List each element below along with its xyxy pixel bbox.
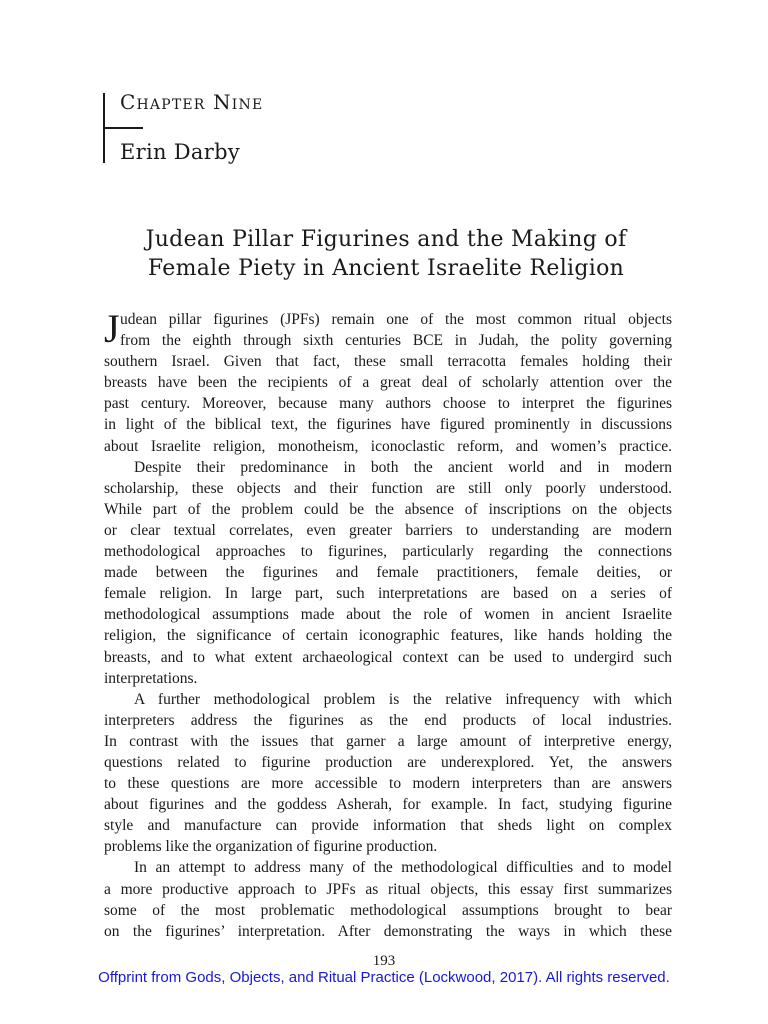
body-line: interpreters address the figurines as the end products of local industries. xyxy=(104,711,672,729)
body-line: interpretations. xyxy=(104,669,198,687)
body-line: style and manufacture can provide information that sheds light on complex xyxy=(104,817,672,835)
paragraph-4 xyxy=(104,857,672,941)
body-line: methodological assumptions made about the role of women in ancient Israelite xyxy=(104,606,672,624)
chapter-title-line: Female Piety in Ancient Israelite Religion xyxy=(147,256,625,281)
body-line: female religion. In large part, such interpretations are based on a series of xyxy=(104,585,672,603)
drop-cap: J xyxy=(104,306,120,351)
body-line: on the figurines’ interpretation. After demonstrating the ways in which these xyxy=(104,922,672,940)
chapter-title-line: Judean Pillar Figurines and the Making of xyxy=(145,227,627,252)
body-line: in light of the biblical text, the figurines have figured prominently in discussions xyxy=(104,416,672,434)
body-line: to these questions are more accessible to modern interpreters than are answers xyxy=(104,775,672,793)
paragraph-3 xyxy=(104,689,672,858)
body-line: While part of the problem could be the absence of inscriptions on the objects xyxy=(104,500,672,518)
body-line: J udean pillar figurines (JPFs) remain one of the most common ritual objects xyxy=(104,306,672,351)
body-line: or clear textual correlates, even greater barriers to understanding are modern xyxy=(104,521,672,539)
body-line: religion, the significance of certain iconographic features, like hands holding the xyxy=(104,627,672,645)
body-line: In contrast with the issues that garner a large amount of interpretive energy, xyxy=(104,732,672,750)
body-line: In an attempt to address many of the methodological difficulties and to model xyxy=(134,859,672,877)
body-line: A further methodological problem is the relative infrequency with which xyxy=(134,690,672,708)
chapter-title xyxy=(104,225,668,283)
page-number: 193 xyxy=(372,953,396,969)
body-line: problems like the organization of figurine production. xyxy=(104,838,438,856)
body-line: southern Israel. Given that fact, these small terracotta females holding their xyxy=(104,353,672,371)
body-line: past century. Moreover, because many authors choose to interpret the figurines xyxy=(104,395,672,413)
body-line: scholarship, these objects and their function are still only poorly understood. xyxy=(104,479,672,497)
chapter-label: Chapter Nine xyxy=(120,90,264,114)
body-line: about Israelite religion, monotheism, iconoclastic reform, and women’s practice. xyxy=(104,437,672,455)
body-line: made between the figurines and female practitioners, female deities, or xyxy=(104,564,672,582)
author-name: Erin Darby xyxy=(120,140,240,164)
body-line: breasts, and to what extent archaeological context can be used to undergird such xyxy=(104,648,672,666)
body-line: methodological approaches to figurines, particularly regarding the connections xyxy=(104,543,672,561)
body-line: some of the most problematic methodological assumptions brought to bear xyxy=(104,901,672,919)
body-line: questions related to figurine production are underexplored. Yet, the answers xyxy=(104,753,672,771)
body-line: from the eighth through sixth centuries BCE in Judah, the polity governing xyxy=(120,332,672,350)
paragraph-1 xyxy=(104,306,672,457)
body-line: breasts have been the recipients of a great deal of scholarly attention over the xyxy=(104,374,672,392)
paragraph-2 xyxy=(104,457,672,689)
body-text xyxy=(104,306,672,942)
body-line: Despite their predominance in both the ancient world and in modern xyxy=(134,458,672,476)
offprint-notice: Offprint from Gods, Objects, and Ritual Practice (Lockwood, 2017). All rights reserved. xyxy=(98,969,670,986)
chapter-bracket-horizontal-rule xyxy=(103,127,143,129)
body-line: about figurines and the goddess Asherah, for example. In fact, studying figurine xyxy=(104,796,672,814)
body-line: a more productive approach to JPFs as ritual objects, this essay first summarizes xyxy=(104,880,672,898)
